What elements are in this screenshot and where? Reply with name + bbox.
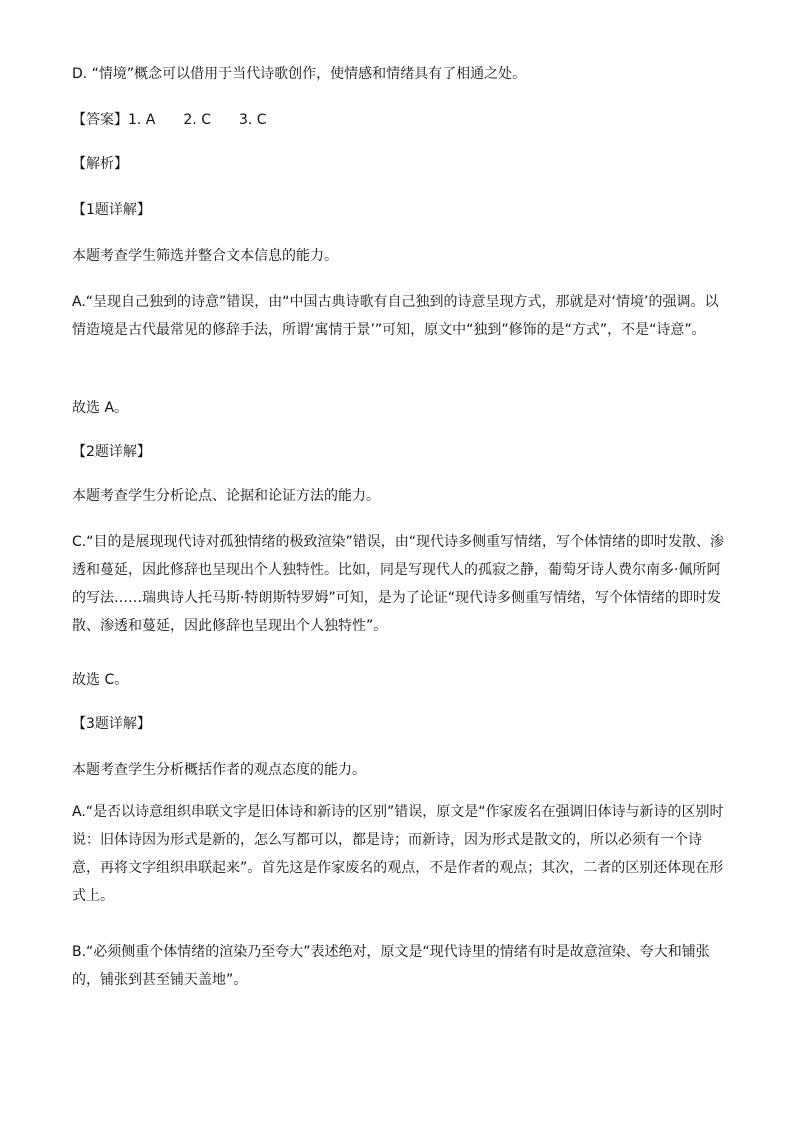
q3-heading: 【3题详解】 <box>72 716 151 732</box>
q2-heading: 【2题详解】 <box>72 444 151 460</box>
q1-option-a: A.“呈现自己独到的诗意”错误，由“中国古典诗歌有自己独到的诗意呈现方式，那就是对‘情境’的强调。以情造境是古代最常见的修辞手法，所谓‘寓情于景’”可知，原文中“独到”修饰的是“方式”，不是“诗意”。 <box>72 294 719 338</box>
q2-select: 故选 C。 <box>72 672 129 688</box>
q1-intro: 本题考查学生筛选并整合文本信息的能力。 <box>72 248 338 264</box>
q3-intro: 本题考查学生分析概括作者的观点态度的能力。 <box>72 762 366 778</box>
q3-option-b: B.“必须侧重个体情绪的渲染乃至夸大”表述绝对，原文是“现代诗里的情绪有时是故意渲染、夸大和铺张的，铺张到甚至铺天盖地”。 <box>72 944 710 988</box>
option-d-text: D. “情境”概念可以借用于当代诗歌创作，使情感和情绪具有了相通之处。 <box>72 66 527 82</box>
q2-intro: 本题考查学生分析论点、论据和论证方法的能力。 <box>72 488 380 504</box>
analysis-heading: 【解析】 <box>72 156 128 172</box>
q1-heading: 【1题详解】 <box>72 202 151 218</box>
q1-select: 故选 A。 <box>72 400 129 416</box>
answer-line: 【答案】1. A 2. C 3. C <box>72 112 267 128</box>
q2-option-c: C.“目的是展现现代诗对孤独情绪的极致渲染”错误，由“现代诗多侧重写情绪，写个体情绪的即时发散、渗透和蔓延，因此修辞也呈现出个人独特性。比如，同是写现代人的孤寂之静，葡萄牙诗人费尔南多·佩所阿的写法……瑞典诗人托马斯·特朗斯特罗姆”可知，是为了论证“现代诗多侧重写情绪，写个体情绪的即时发散、渗透和蔓延，因此修辞也呈现出个人独特性”。 <box>72 534 724 634</box>
q3-option-a: A.“是否以诗意组织串联文字是旧体诗和新诗的区别”错误，原文是“作家废名在强调旧体诗与新诗的区别时说：旧体诗因为形式是新的，怎么写都可以，都是诗；而新诗，因为形式是散文的，所以必须有一个诗意，再将文字组织串联起来”。首先这是作家废名的观点，不是作者的观点；其次，二者的区别还体现在形式上。 <box>72 804 724 904</box>
